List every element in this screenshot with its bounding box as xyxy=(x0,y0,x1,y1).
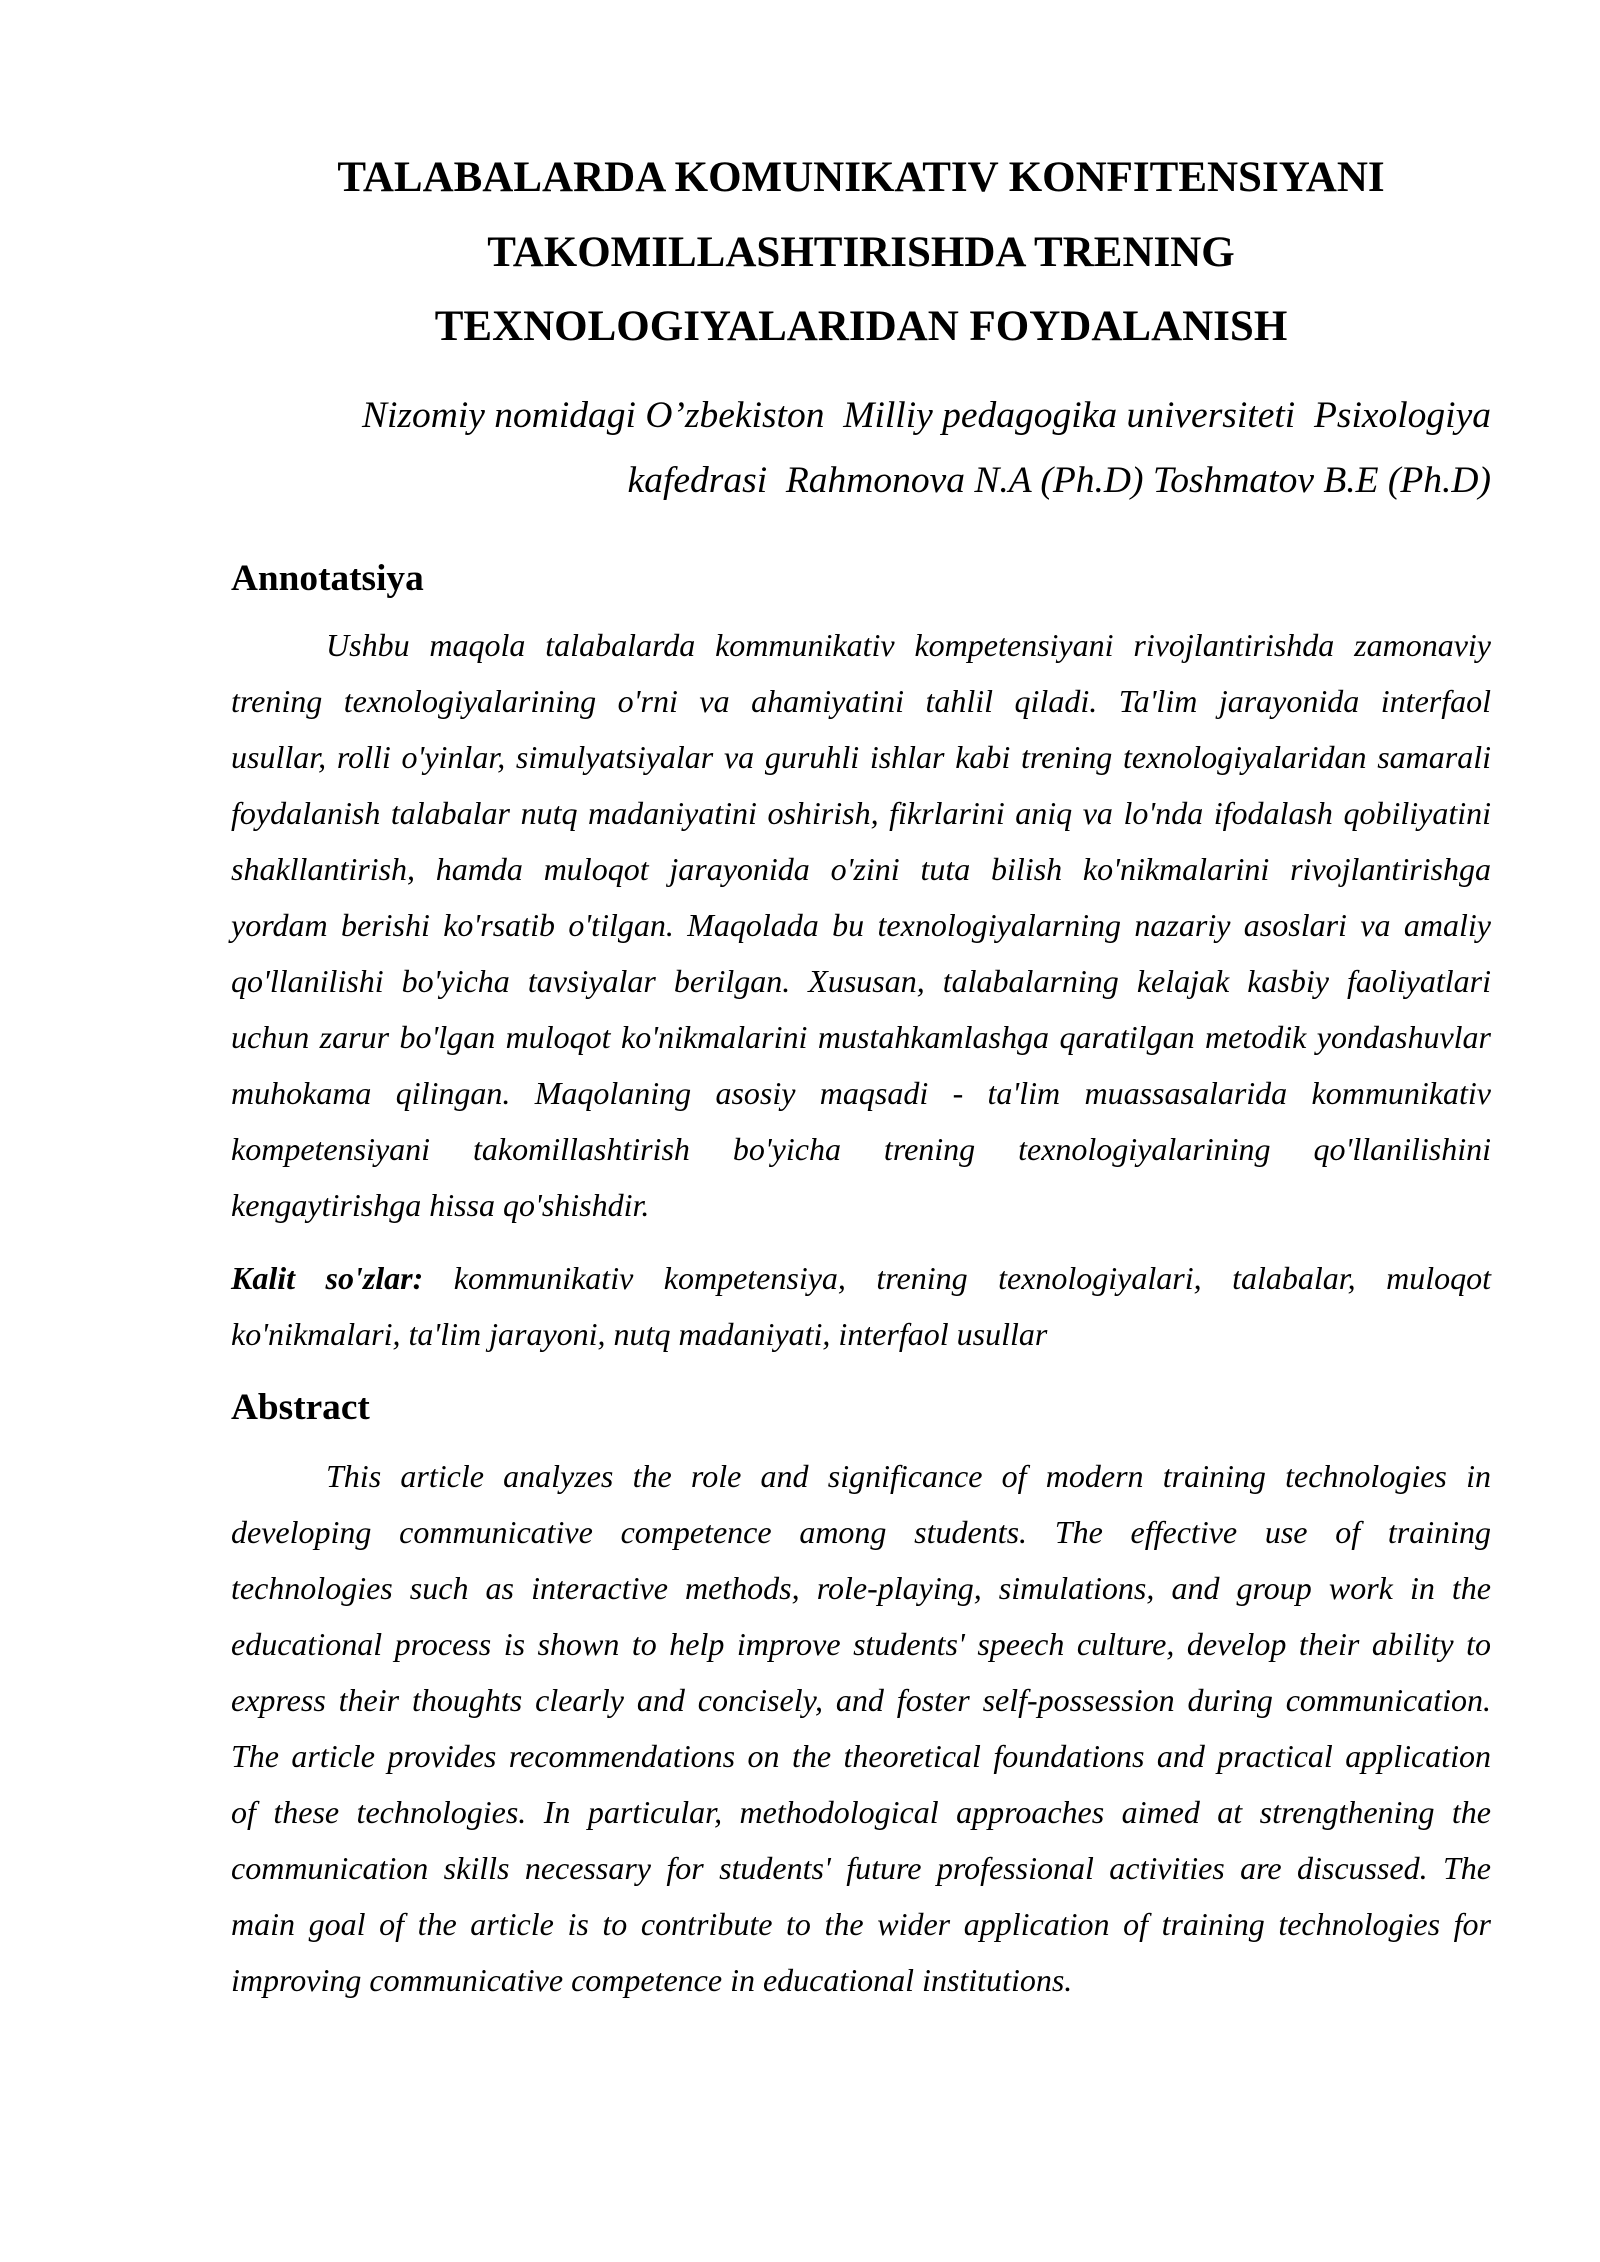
title-line: TAKOMILLASHTIRISHDA TRENING xyxy=(487,228,1235,276)
annotation-line: muhokama qilingan. Maqolaning asosiy maqsadi - ta'lim muassasalarida kommunikativ xyxy=(231,1075,1491,1111)
annotation-line: qo'llanilishi bo'yicha tavsiyalar berilgan. Xususan, talabalarning kelajak kasbiy faoliyatlari xyxy=(231,963,1491,999)
abstract-heading: Abstract xyxy=(231,1387,370,1428)
abstract-line: developing communicative competence among students. The effective use of training xyxy=(231,1514,1491,1550)
annotation-line: usullar, rolli o'yinlar, simulyatsiyalar va guruhli ishlar kabi trening texnologiyalaridan samarali xyxy=(231,739,1491,775)
abstract-line: This article analyzes the role and significance of modern training technologies in xyxy=(326,1458,1491,1494)
annotation-line: Ushbu maqola talabalarda kommunikativ kompetensiyani rivojlantirishda zamonaviy xyxy=(326,627,1491,663)
abstract-line: of these technologies. In particular, methodological approaches aimed at strengthening the xyxy=(231,1794,1491,1830)
annotation-line: shakllantirish, hamda muloqot jarayonida o'zini tuta bilish ko'nikmalarini rivojlantirishga xyxy=(231,851,1491,887)
abstract-line: educational process is shown to help improve students' speech culture, develop their ability to xyxy=(231,1626,1491,1662)
abstract-line: main goal of the article is to contribute to the wider application of training technologies for xyxy=(231,1906,1491,1942)
annotation-line: foydalanish talabalar nutq madaniyatini oshirish, fikrlarini aniq va lo'nda ifodalash qobiliyatini xyxy=(231,795,1491,831)
keywords-label: Kalit so'zlar: xyxy=(231,1259,424,1296)
author-affiliation xyxy=(231,384,1491,513)
keywords-paragraph xyxy=(231,1250,1491,1362)
title-line: TALABALARDA KOMUNIKATIV KONFITENSIYANI xyxy=(337,154,1385,201)
abstract-line: The article provides recommendations on the theoretical foundations and practical application xyxy=(231,1738,1491,1774)
annotation-line: yordam berishi ko'rsatib o'tilgan. Maqolada bu texnologiyalarning nazariy asoslari va amaliy xyxy=(231,907,1491,943)
abstract-line: improving communicative competence in educational institutions. xyxy=(231,1962,1073,1998)
abstract-line: communication skills necessary for students' future professional activities are discussed. The xyxy=(231,1850,1491,1886)
keywords-line: ko'nikmalari, ta'lim jarayoni, nutq madaniyati, interfaol usullar xyxy=(231,1315,1048,1352)
annotation-line: trening texnologiyalarining o'rni va ahamiyatini tahlil qiladi. Ta'lim jarayonida interfaol xyxy=(231,683,1491,719)
title-line: TEXNOLOGIYALARIDAN FOYDALANISH xyxy=(434,303,1288,350)
keywords-text: kommunikativ kompetensiya, trening texnologiyalari, talabalar, muloqot xyxy=(453,1259,1492,1296)
affiliation-line: Nizomiy nomidagi O’zbekiston Milliy pedagogika universiteti Psixologiya xyxy=(362,395,1491,436)
annotation-line: kompetensiyani takomillashtirish bo'yicha trening texnologiyalarining qo'llanilishini xyxy=(231,1131,1491,1167)
annotation-line: uchun zarur bo'lgan muloqot ko'nikmalarini mustahkamlashga qaratilgan metodik yondashuvlar xyxy=(231,1019,1491,1055)
annotation-line: kengaytirishga hissa qo'shishdir. xyxy=(231,1187,650,1223)
annotation-paragraph xyxy=(231,617,1491,1233)
abstract-line: technologies such as interactive methods, role-playing, simulations, and group work in the xyxy=(231,1570,1491,1606)
page-title xyxy=(231,141,1491,365)
keywords-line xyxy=(231,1250,1491,1306)
affiliation-line: kafedrasi Rahmonova N.A (Ph.D) Toshmatov B.E (Ph.D) xyxy=(627,459,1491,501)
annotation-heading: Annotatsiya xyxy=(231,558,424,599)
abstract-paragraph xyxy=(231,1448,1491,2008)
abstract-line: express their thoughts clearly and concisely, and foster self-possession during communication. xyxy=(231,1682,1491,1718)
